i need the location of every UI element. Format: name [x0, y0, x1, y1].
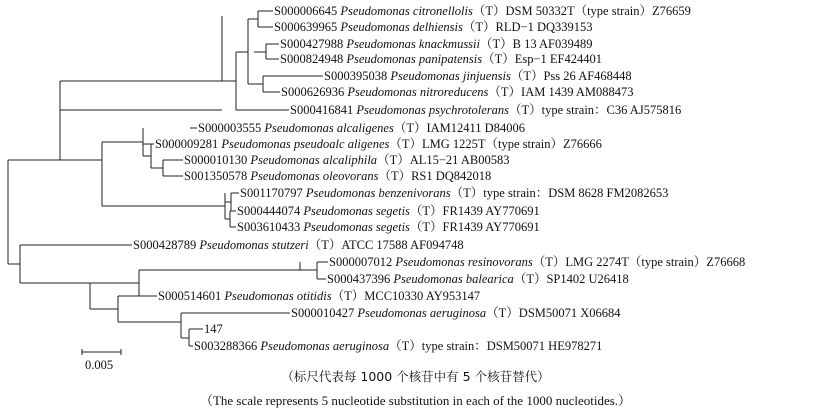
leaf-label [280, 52, 602, 66]
leaf-accession: S000007012 [329, 255, 393, 269]
leaf-accession: S000626936 [281, 85, 345, 99]
leaf-accession: S000003555 [198, 121, 262, 135]
leaf-strain-info: （T）MCC10330 AY953147 [331, 289, 481, 303]
leaf-strain-info: （T）FR1439 AY770691 [409, 204, 540, 218]
leaf-strain-info: （T）DSM50071 X06684 [486, 306, 621, 320]
leaf-strain-info: （T）Esp−1 EF424401 [482, 52, 602, 66]
leaf-label [237, 220, 540, 234]
leaf-label [184, 169, 491, 183]
leaf-accession: S000514601 [158, 289, 222, 303]
leaf-strain-info: （T）RS1 DQ842018 [378, 169, 492, 183]
leaf-accession: S000437396 [327, 272, 391, 286]
leaf-species: Pseudomonas benzenivorans [305, 186, 451, 200]
leaf-strain-info: （T）type strain：DSM 8628 FM2082653 [450, 186, 669, 200]
leaf-species: Pseudomonas aeruginosa [260, 339, 390, 353]
leaf-species: Pseudomonas citronellolis [340, 4, 473, 18]
leaf-label [281, 85, 634, 99]
leaf-species: Pseudomonas segetis [303, 220, 410, 234]
leaf-accession: S000395038 [324, 69, 388, 83]
leaf-strain-info: （T）LMG 1225T（type strain）Z76666 [389, 137, 602, 151]
leaf-species: Pseudomonas balearica [393, 272, 514, 286]
leaf-accession: S000010427 [291, 306, 355, 320]
leaf-accession: S001350578 [184, 169, 248, 183]
leaf-strain-info: （T）LMG 2274T（type strain）Z76668 [532, 255, 746, 269]
scale-bar-label: 0.005 [85, 358, 114, 372]
leaf-label [198, 121, 525, 135]
leaf-label [204, 322, 223, 336]
leaf-species: Pseudomonas nitroreducens [347, 85, 489, 99]
leaf-species: Pseudomonas knackmussii [346, 37, 480, 51]
leaf-species: Pseudomonas alcaliphila [250, 153, 378, 167]
leaf-accession: S000824948 [280, 52, 344, 66]
leaf-strain-info: （T）DSM 50332T（type strain）Z76659 [472, 4, 691, 18]
leaf-strain-info: （T）IAM12411 D84006 [393, 121, 525, 135]
leaf-strain-info: （T）AL15−21 AB00583 [377, 153, 510, 167]
leaf-label [155, 137, 602, 151]
leaf-label [184, 153, 509, 167]
leaf-accession: S000639965 [274, 20, 338, 34]
leaf-label [274, 20, 593, 34]
leaf-species: Pseudomonas pseudoalc aligenes [221, 137, 390, 151]
leaf-strain-info: （T）RLD−1 DQ339153 [462, 20, 593, 34]
leaf-accession: 147 [204, 322, 223, 336]
leaf-species: Pseudomonas otitidis [224, 289, 332, 303]
leaf-species: Pseudomonas alcaligenes [264, 121, 394, 135]
leaf-strain-info: （T）IAM 1439 AM088473 [488, 85, 634, 99]
leaf-species: Pseudomonas panipatensis [346, 52, 483, 66]
leaf-label [194, 339, 602, 353]
leaf-label [280, 37, 593, 51]
leaf-accession: S000416841 [290, 103, 354, 117]
leaf-strain-info: （T）type strain：DSM50071 HE978271 [389, 339, 603, 353]
caption-chinese: （标尺代表每 1000 个核苷中有 5 个核苷替代） [281, 369, 550, 384]
leaf-label [240, 186, 668, 200]
leaf-label [274, 4, 691, 18]
leaf-strain-info: （T）B 13 AF039489 [480, 37, 593, 51]
leaf-label [291, 306, 621, 320]
leaf-species: Pseudomonas psychrotolerans [356, 103, 509, 117]
leaf-label [158, 289, 480, 303]
leaf-accession: S000428789 [133, 238, 197, 252]
leaf-strain-info: （T）FR1439 AY770691 [409, 220, 540, 234]
leaf-accession: S001170797 [240, 186, 303, 200]
caption-english: （The scale represents 5 nucleotide substitution in each of the 1000 nucleotides.） [199, 393, 632, 408]
leaf-strain-info: （T）ATCC 17588 AF094748 [308, 238, 464, 252]
leaf-species: Pseudomonas aeruginosa [357, 306, 487, 320]
leaf-label [324, 69, 632, 83]
leaf-label [327, 272, 629, 286]
leaf-accession: S000010130 [184, 153, 248, 167]
leaf-species: Pseudomonas stutzeri [199, 238, 309, 252]
leaf-species: Pseudomonas jinjuensis [390, 69, 511, 83]
leaf-species: Pseudomonas delhiensis [340, 20, 463, 34]
leaf-strain-info: （T）SP1402 U26418 [513, 272, 629, 286]
leaf-label [237, 204, 540, 218]
leaf-label [290, 103, 681, 117]
leaf-accession: S000009281 [155, 137, 219, 151]
leaf-strain-info: （T）type strain：C36 AJ575816 [508, 103, 682, 117]
leaf-species: Pseudomonas segetis [303, 204, 410, 218]
leaf-species: Pseudomonas oleovorans [250, 169, 379, 183]
leaf-strain-info: （T）Pss 26 AF468448 [510, 69, 632, 83]
leaf-accession: S000006645 [274, 4, 338, 18]
leaf-accession: S000444074 [237, 204, 301, 218]
leaf-accession: S003288366 [194, 339, 258, 353]
leaf-accession: S000427988 [280, 37, 344, 51]
leaf-label [133, 238, 464, 252]
leaf-label [329, 255, 745, 269]
leaf-accession: S003610433 [237, 220, 301, 234]
leaf-species: Pseudomonas resinovorans [395, 255, 533, 269]
